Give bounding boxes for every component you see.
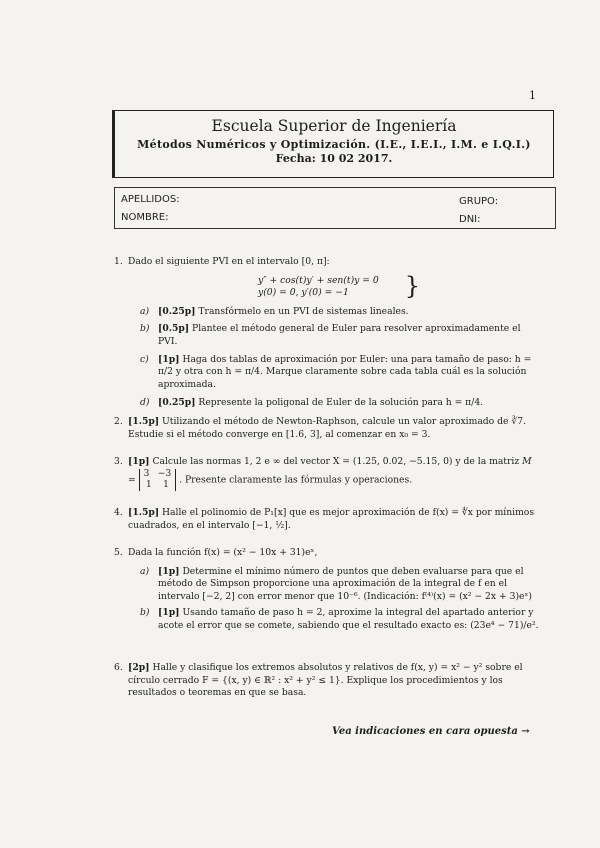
question-number: 1. xyxy=(114,256,123,267)
dni-field[interactable]: DNI: xyxy=(459,214,481,225)
question-3: 3. [1p] Calcule las normas 1, 2 e ∞ del vector X = (1.25, 0.02, −5.15, 0) y de la matriz M = 3 −3 1 1 . Presente claramente las fórmulas y operaciones. xyxy=(114,456,532,490)
brace-symbol: } xyxy=(404,271,420,300)
question-5b: b) [1p] Usando tamaño de paso h = 2, aproxime la integral del apartado anterior y acote el error que se comete, sabiendo que el resultado exacto es: (23e⁴ − 71)/e². xyxy=(140,607,539,631)
question-1 xyxy=(114,256,542,410)
question-1b: b) [0.5p] Plantee el método general de Euler para resolver aproximadamente el PVI. xyxy=(140,323,521,347)
name-field[interactable]: NOMBRE: xyxy=(121,212,169,223)
question-4: 4. [1.5p] Halle el polinomio de P₁[x] que es mejor aproximación de f(x) = ∜x por mínimos cuadrados, en el intervalo [−1, ½]. xyxy=(114,507,535,531)
page-number: 1 xyxy=(529,89,536,102)
school-name: Escuela Superior de Ingeniería xyxy=(211,117,457,135)
surnames-field[interactable]: APELLIDOS: xyxy=(121,194,180,205)
pvi-initial-conditions: y(0) = 0, y′(0) = −1 xyxy=(258,287,349,299)
question-1-intro: Dado el siguiente PVI en el intervalo [0, π]: xyxy=(128,256,330,267)
question-1a: a) [0.25p] Transfórmelo en un PVI de sistemas lineales. xyxy=(140,305,409,317)
matrix-label: M = xyxy=(128,456,532,486)
question-1c: c) [1p] Haga dos tablas de aproximación por Euler: una para tamaño de paso: h = π/2 y otra con h = π/4. Marque claramente sobre cada tabla cuál es la solución aproximada. xyxy=(140,353,532,390)
question-6: 6. [2p] Halle y clasifique los extremos absolutos y relativos de f(x, y) = x² − y² sobre el círculo cerrado F = {(x, y) ∈ ℝ² : x² + y² ≤ 1}. Explique los procedimientos y los resultados o teoremas en que se basa. xyxy=(114,662,523,699)
question-5: 5. Dada la función f(x) = (x² − 10x + 31)eˣ, a) [1p] Determine el mínimo número de puntos que deben evaluarse para que el método de Simpson proporcione una aproximación de la integral de f en el intervalo [−2, 2] con error menor que 10⁻⁶. (Indicación: f⁽⁴⁾(x) = (x² − 2x + 3)eˣ) b) [1p] Usando tamaño de paso h = 2, aproxime la integral del apartado anterior y acote el error que se comete, sabiendo que el resultado exacto es: (23e⁴ − 71)/e². xyxy=(114,547,542,633)
course-prefix: Métodos Numéricos y Optimización. xyxy=(137,138,371,151)
footer-note: Vea indicaciones en cara opuesta → xyxy=(332,726,530,737)
course-groups: (I.E., I.E.I., I.M. e I.Q.I.) xyxy=(374,138,531,151)
exam-header xyxy=(112,110,554,178)
question-2: 2. [1.5p] Utilizando el método de Newton-Raphson, calcule un valor aproximado de ∛7. Estudie si el método converge en [1.6, 3], al comenzar en x₀ = 3. xyxy=(114,416,526,440)
pvi-system xyxy=(258,271,420,300)
question-5a: a) [1p] Determine el mínimo número de puntos que deben evaluarse para que el método de Simpson proporcione una aproximación de la integral de f en el intervalo [−2, 2] con error menor que 10⁻⁶. (Indicación: f⁽⁴⁾(x) = (x² − 2x + 3)eˣ) xyxy=(140,565,532,602)
exam-date: Fecha: 10 02 2017. xyxy=(275,152,393,165)
group-field[interactable]: GRUPO: xyxy=(459,196,499,207)
question-1d: d) [0.25p] Represente la poligonal de Euler de la solución para h = π/4. xyxy=(140,397,484,409)
pvi-equation: y″ + cos(t)y′ + sen(t)y = 0 xyxy=(258,274,379,286)
course-title xyxy=(115,138,553,151)
question-5-intro: Dada la función f(x) = (x² − 10x + 31)eˣ, xyxy=(128,547,318,558)
student-info-box xyxy=(114,187,556,229)
matrix-m: 3 −3 1 1 xyxy=(139,469,177,491)
